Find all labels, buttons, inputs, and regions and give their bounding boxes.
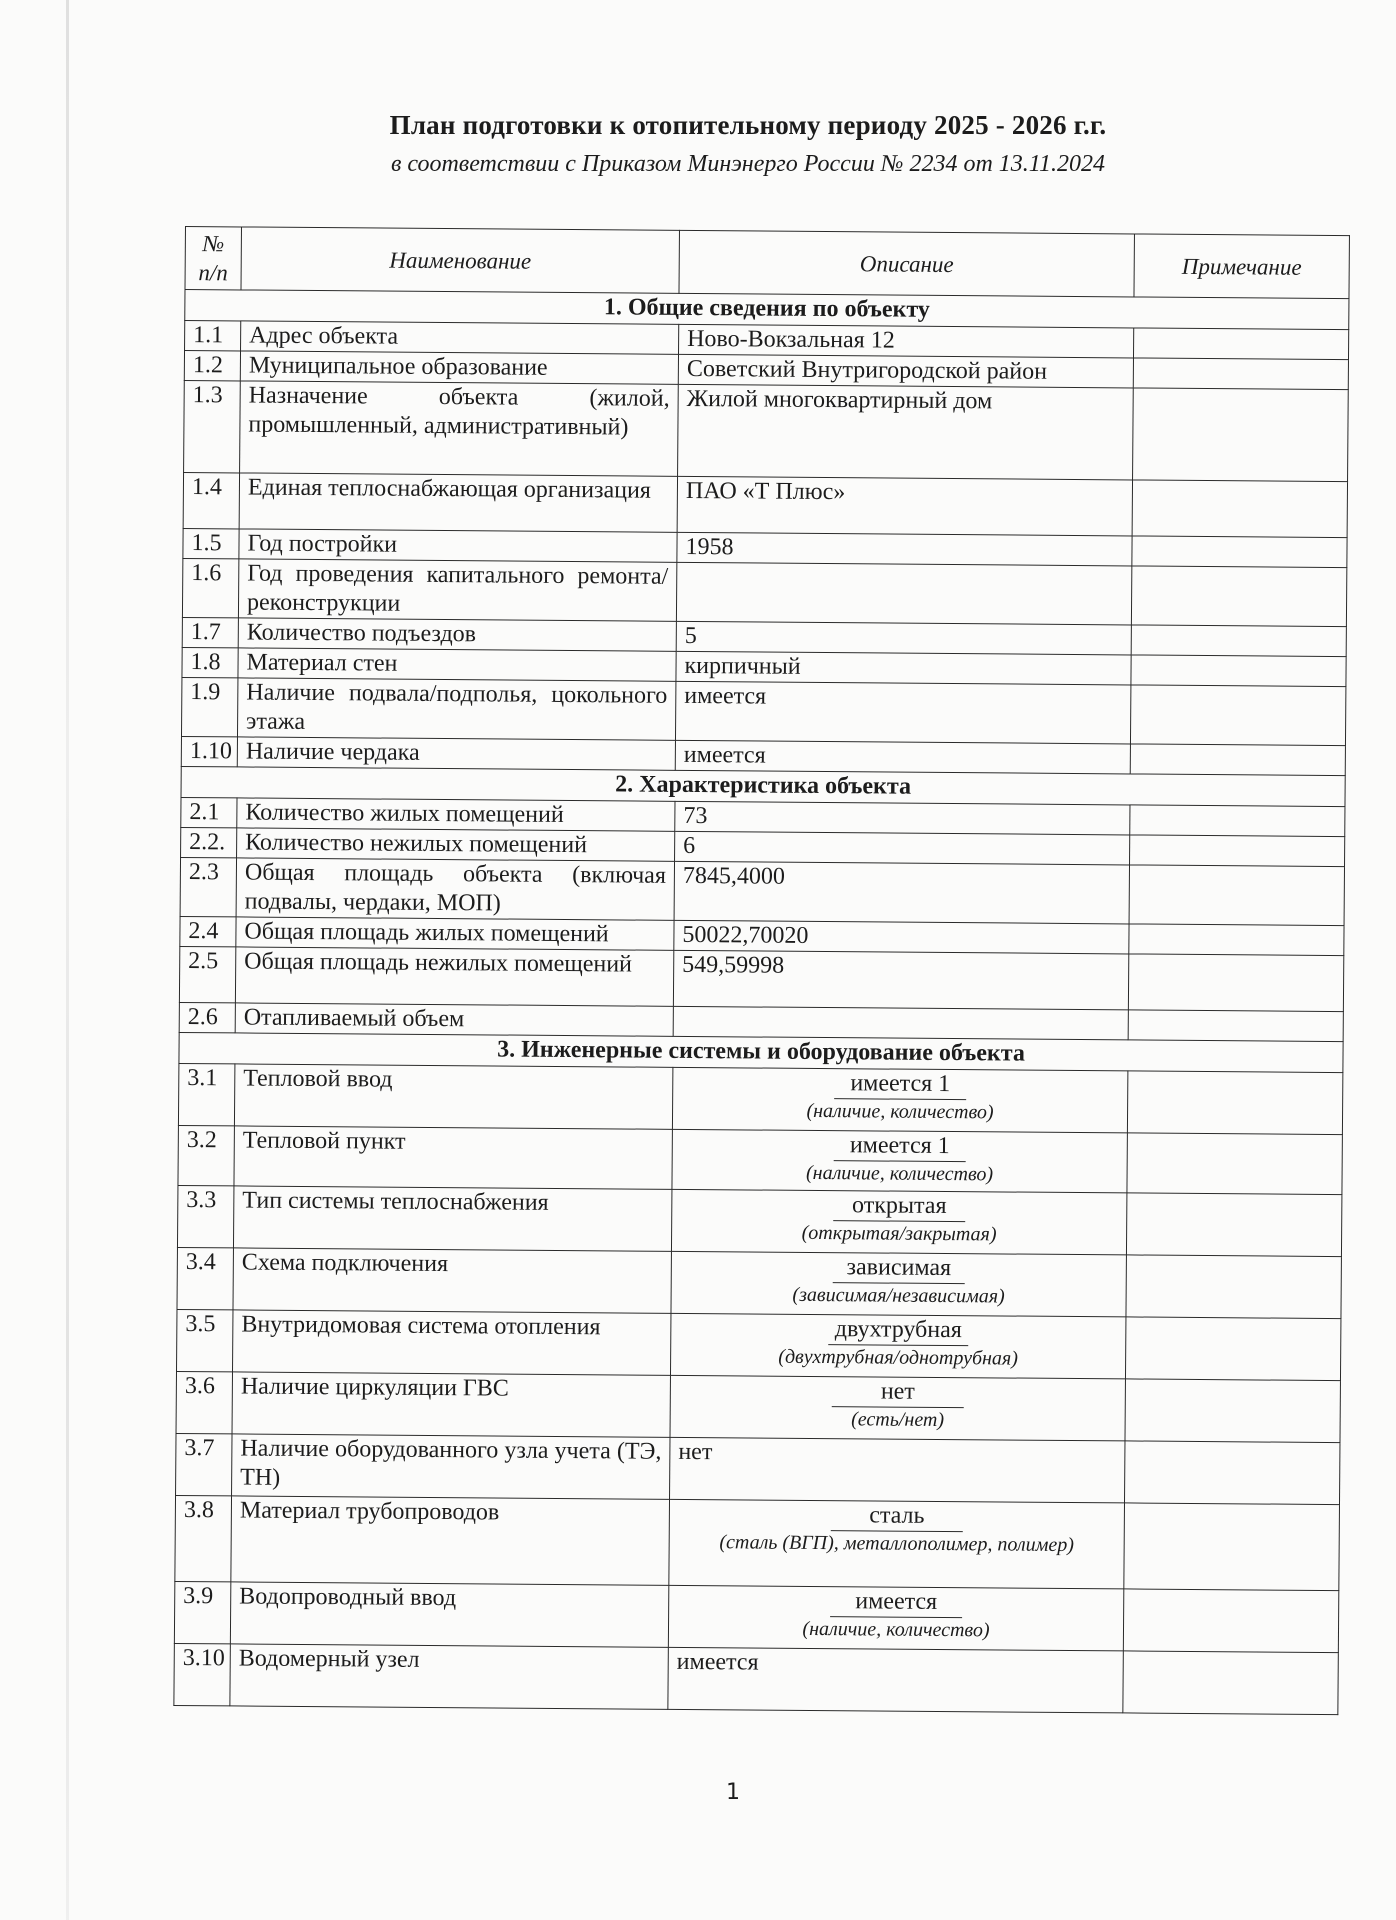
- row-name: Наличие чердака: [237, 737, 675, 770]
- row-note: [1133, 328, 1348, 360]
- row-note: [1130, 805, 1345, 837]
- row-number: 2.1: [181, 797, 237, 827]
- header-name: Наименование: [241, 227, 679, 293]
- table-row: [181, 677, 1345, 745]
- table-row: [182, 558, 1346, 626]
- row-description: 5: [676, 621, 1131, 655]
- filled-value: имеется 1: [834, 1131, 966, 1162]
- table-body: [174, 290, 1349, 1715]
- row-description: [672, 1129, 1127, 1193]
- row-name: Наличие оборудованного узла учета (ТЭ, ТН): [232, 1434, 670, 1499]
- row-description: имеется: [675, 681, 1130, 744]
- row-note: [1131, 566, 1346, 627]
- header-note: Примечание: [1134, 234, 1349, 299]
- filled-value: имеется 1: [834, 1069, 966, 1100]
- row-note: [1128, 954, 1343, 1012]
- row-description: Жилой многоквартирный дом: [678, 384, 1134, 480]
- row-number: 1.4: [183, 472, 239, 528]
- row-number: 3.8: [175, 1495, 232, 1581]
- row-number: 3.5: [177, 1309, 233, 1371]
- row-description: [676, 562, 1131, 625]
- filled-value: сталь: [831, 1501, 963, 1532]
- row-name: Тепловой пункт: [234, 1126, 672, 1189]
- field-caption: (двухтрубная/однотрубная): [778, 1345, 1019, 1370]
- row-note: [1132, 480, 1347, 538]
- table-row: [178, 1063, 1342, 1134]
- table-row: [176, 1371, 1340, 1442]
- row-number: 1.2: [184, 351, 240, 381]
- row-name: Назначение объекта (жилой, промышленный, административный): [240, 381, 679, 476]
- table-row: [180, 857, 1344, 925]
- row-description: ПАО «Т Плюс»: [677, 476, 1132, 536]
- row-description: [670, 1313, 1125, 1379]
- row-name: Материал трубопроводов: [231, 1496, 670, 1585]
- row-name: Количество нежилых помещений: [237, 828, 675, 861]
- field-caption: (открытая/закрытая): [801, 1221, 997, 1246]
- row-name: Материал стен: [238, 648, 676, 681]
- row-name: Тепловой ввод: [234, 1064, 672, 1129]
- row-description: [672, 1067, 1127, 1133]
- row-description: Ново-Вокзальная 12: [679, 324, 1134, 358]
- table-row: [175, 1495, 1340, 1590]
- table-row: [184, 380, 1349, 481]
- row-name: Отапливаемый объем: [235, 1003, 673, 1036]
- field-caption: (сталь (ВГП), металлополимер, полимер): [719, 1531, 1075, 1557]
- row-name: Год постройки: [239, 529, 677, 562]
- row-description: [671, 1251, 1126, 1317]
- row-name: Количество подъездов: [238, 618, 676, 651]
- row-number: 1.10: [181, 736, 237, 766]
- row-name: Общая площадь объекта (включая подвалы, чердаки, МОП): [236, 858, 674, 920]
- row-name: Год проведения капитального ремонта/реконструкции: [238, 559, 676, 621]
- table-row: [177, 1309, 1341, 1380]
- row-number: 3.1: [178, 1063, 234, 1125]
- row-note: [1126, 1193, 1341, 1257]
- page-header: [0, 110, 1396, 178]
- row-description: Советский Внутригородской район: [678, 354, 1133, 388]
- table-row: [177, 1185, 1341, 1256]
- row-note: [1127, 1071, 1342, 1135]
- row-note: [1127, 1133, 1342, 1195]
- row-description: 50022,70020: [674, 920, 1129, 954]
- row-number: 3.3: [177, 1185, 233, 1247]
- row-note: [1124, 1503, 1340, 1591]
- row-number: 1.3: [184, 380, 241, 472]
- row-note: [1131, 655, 1346, 687]
- row-number: 1.7: [182, 617, 238, 647]
- row-number: 3.7: [176, 1433, 232, 1495]
- row-description: 1958: [677, 532, 1132, 566]
- row-name: Водопроводный ввод: [230, 1582, 668, 1647]
- filled-value: открытая: [833, 1191, 965, 1222]
- filled-value: зависимая: [833, 1253, 965, 1284]
- row-note: [1132, 536, 1347, 568]
- row-name: Водомерный узел: [230, 1644, 668, 1709]
- filled-value: двухтрубная: [829, 1315, 968, 1346]
- row-note: [1133, 388, 1349, 482]
- heating-plan-table: [173, 226, 1350, 1715]
- row-name: Муниципальное образование: [240, 351, 678, 384]
- table-row: [174, 1581, 1338, 1652]
- row-name: Общая площадь нежилых помещений: [235, 947, 673, 1006]
- row-number: 2.4: [180, 916, 236, 946]
- row-number: 3.2: [178, 1125, 234, 1185]
- row-description: [670, 1375, 1125, 1441]
- row-description: [668, 1585, 1123, 1651]
- row-description: 73: [675, 801, 1130, 835]
- row-name: Общая площадь жилых помещений: [236, 917, 674, 950]
- filled-value: имеется: [830, 1587, 962, 1618]
- row-note: [1129, 865, 1344, 926]
- table-row: [174, 1643, 1338, 1714]
- row-name: Тип системы теплоснабжения: [233, 1186, 671, 1251]
- row-description: нет: [670, 1437, 1125, 1503]
- row-name: Наличие подвала/подполья, цокольного этажа: [237, 678, 675, 740]
- header-num: № п/п: [185, 227, 241, 290]
- row-note: [1130, 685, 1345, 746]
- row-number: 2.3: [180, 857, 236, 916]
- section-title: 2. Характеристика объекта: [181, 766, 1345, 806]
- document-title: План подготовки к отопительному периоду 2025 - 2026 г.г.: [389, 110, 1107, 140]
- row-note: [1125, 1441, 1340, 1505]
- row-description: кирпичный: [676, 651, 1131, 685]
- row-note: [1131, 625, 1346, 657]
- row-note: [1125, 1379, 1340, 1443]
- table-header-row: [185, 227, 1349, 299]
- row-note: [1123, 1589, 1338, 1653]
- table-row: [178, 1125, 1342, 1194]
- row-number: 1.9: [181, 677, 237, 736]
- filled-value: нет: [832, 1377, 964, 1408]
- row-note: [1126, 1255, 1341, 1319]
- row-number: 3.9: [174, 1581, 230, 1643]
- row-description: [673, 1006, 1128, 1040]
- row-number: 3.10: [174, 1643, 230, 1705]
- row-note: [1130, 744, 1345, 776]
- row-description: имеется: [668, 1647, 1123, 1713]
- scan-edge-shadow: [66, 0, 69, 1920]
- row-name: Наличие циркуляции ГВС: [232, 1372, 670, 1437]
- row-description: 549,59998: [673, 950, 1128, 1010]
- section-title: 1. Общие сведения по объекту: [185, 290, 1349, 330]
- row-note: [1125, 1317, 1340, 1381]
- row-description: [671, 1189, 1126, 1255]
- row-name: Схема подключения: [233, 1248, 671, 1313]
- row-number: 1.8: [182, 647, 238, 677]
- row-number: 2.6: [179, 1002, 235, 1032]
- row-description: 6: [675, 831, 1130, 865]
- table-row: [176, 1433, 1340, 1504]
- header-description: Описание: [679, 230, 1134, 297]
- row-number: 1.5: [183, 528, 239, 558]
- row-description: имеется: [675, 740, 1130, 774]
- row-name: Адрес объекта: [241, 321, 679, 354]
- row-description: [669, 1499, 1125, 1589]
- field-caption: (наличие, количество): [805, 1161, 994, 1186]
- row-name: Единая теплоснабжающая организация: [239, 473, 677, 532]
- field-caption: (наличие, количество): [806, 1099, 994, 1124]
- table-row: [177, 1247, 1341, 1318]
- row-note: [1128, 1010, 1343, 1042]
- row-number: 2.2.: [181, 827, 237, 857]
- row-number: 3.4: [177, 1247, 233, 1309]
- row-number: 3.6: [176, 1371, 232, 1433]
- field-caption: (есть/нет): [851, 1408, 945, 1431]
- table-row: [183, 472, 1347, 537]
- row-description: 7845,4000: [674, 861, 1129, 924]
- document-subtitle: в соответствии с Приказом Минэнерго России № 2234 от 13.11.2024: [390, 151, 1106, 177]
- table-row: [179, 946, 1343, 1011]
- row-number: 1.1: [185, 321, 241, 351]
- row-note: [1129, 924, 1344, 956]
- row-name: Количество жилых помещений: [237, 798, 675, 831]
- row-note: [1130, 835, 1345, 867]
- row-number: 2.5: [179, 946, 235, 1002]
- page-number: 1: [726, 1780, 740, 1805]
- row-note: [1123, 1651, 1338, 1715]
- row-note: [1133, 358, 1348, 390]
- row-name: Внутридомовая система отопления: [233, 1310, 671, 1375]
- row-number: 1.6: [182, 558, 238, 617]
- field-caption: (зависимая/независимая): [792, 1283, 1005, 1308]
- section-title: 3. Инженерные системы и оборудование объекта: [179, 1032, 1343, 1072]
- field-caption: (наличие, количество): [802, 1617, 990, 1642]
